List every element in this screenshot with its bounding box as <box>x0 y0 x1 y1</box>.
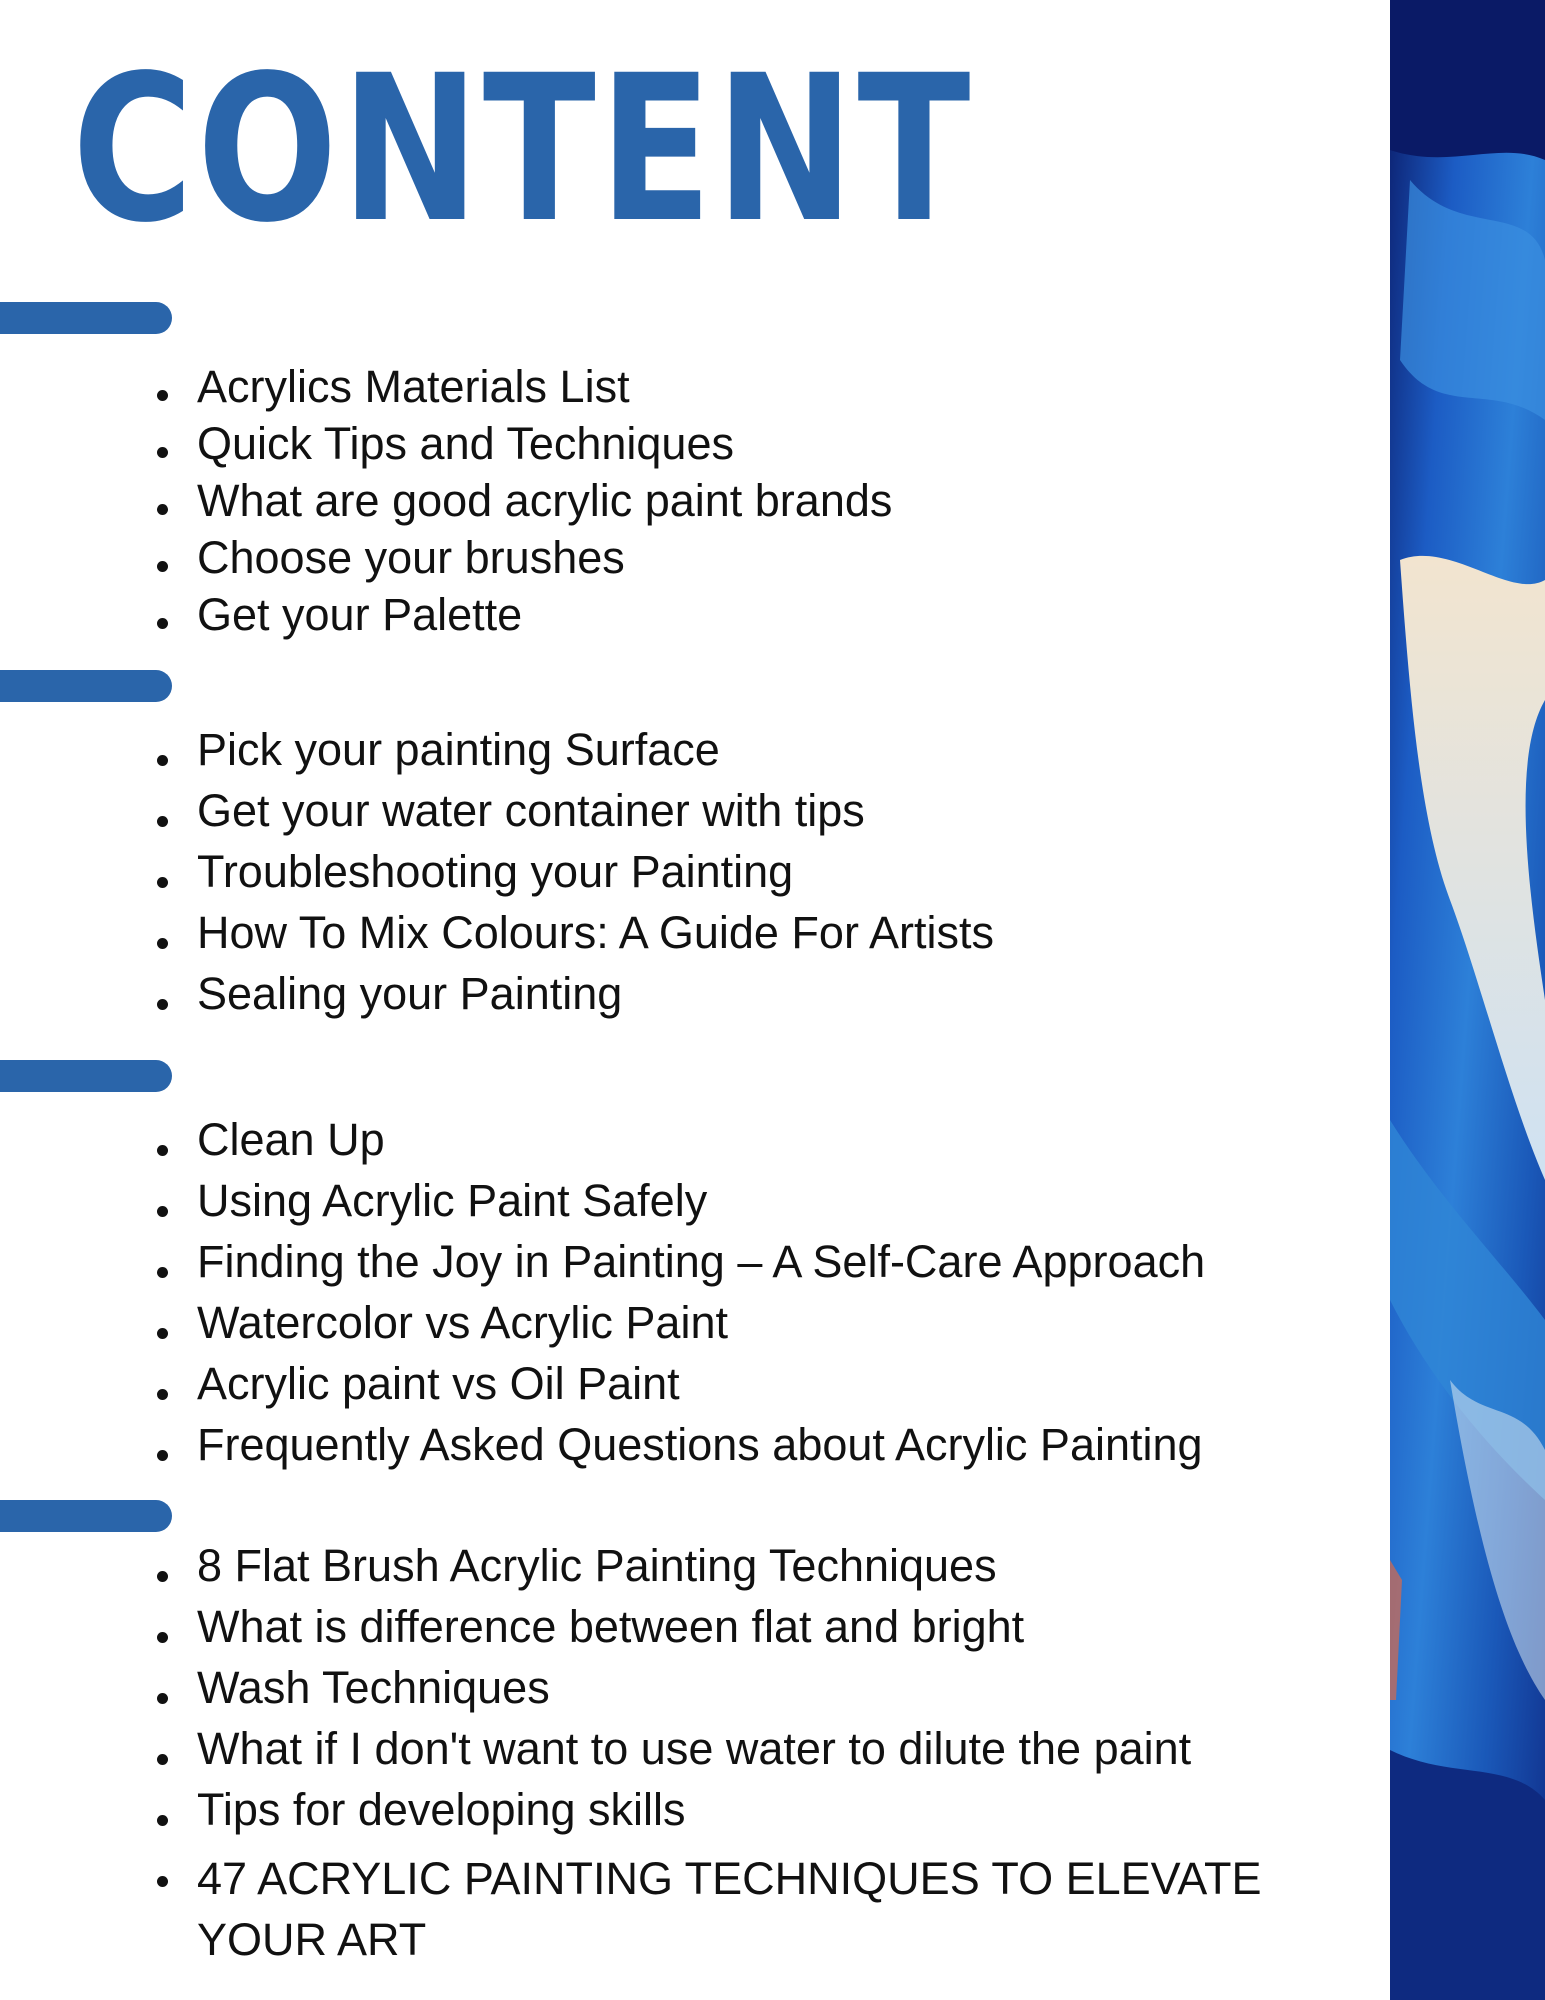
bullet-icon <box>157 1876 168 1887</box>
bullet-icon <box>157 447 168 458</box>
bullet-icon <box>157 816 168 827</box>
contents-item <box>0 361 1347 421</box>
contents-item <box>0 1175 1347 1239</box>
contents-item <box>0 1662 1347 1726</box>
contents-item-label: Pick your painting Surface <box>197 724 720 775</box>
contents-item <box>0 1114 1347 1178</box>
bullet-icon <box>157 1328 168 1339</box>
contents-section-1 <box>0 361 1347 649</box>
contents-item <box>0 785 1347 849</box>
section-divider-4 <box>0 1500 172 1532</box>
contents-item-label: Troubleshooting your Painting <box>197 846 794 897</box>
contents-item-label: Frequently Asked Questions about Acrylic Painting <box>197 1419 1203 1470</box>
bullet-icon <box>157 1693 168 1704</box>
bullet-icon <box>157 561 168 572</box>
abstract-paint-image <box>1390 0 1545 2000</box>
bullet-icon <box>157 1206 168 1217</box>
contents-item <box>0 1784 1347 1848</box>
contents-item-label: What is difference between flat and bright <box>197 1601 1025 1652</box>
contents-item <box>0 475 1347 535</box>
contents-item-label: Finding the Joy in Painting – A Self-Care Approach <box>197 1236 1206 1287</box>
bullet-icon <box>157 1754 168 1765</box>
contents-item <box>0 846 1347 910</box>
bullet-icon <box>157 1632 168 1643</box>
contents-item <box>0 968 1347 1032</box>
bullet-icon <box>157 390 168 401</box>
contents-item-label: Quick Tips and Techniques <box>197 418 734 469</box>
contents-item <box>0 1419 1347 1483</box>
contents-section-3 <box>0 1114 1347 1483</box>
contents-item <box>0 1236 1347 1300</box>
contents-item <box>0 1297 1347 1361</box>
contents-item <box>0 1601 1347 1665</box>
contents-item <box>0 1358 1347 1422</box>
bullet-icon <box>157 938 168 949</box>
bullet-icon <box>157 1571 168 1582</box>
contents-item-label: Get your water container with tips <box>197 785 865 836</box>
contents-item-label: Choose your brushes <box>197 532 625 583</box>
contents-item-label: How To Mix Colours: A Guide For Artists <box>197 907 994 958</box>
contents-item-label: Watercolor vs Acrylic Paint <box>197 1297 728 1348</box>
bullet-icon <box>157 504 168 515</box>
contents-item-label: 8 Flat Brush Acrylic Painting Techniques <box>197 1540 997 1591</box>
contents-item-label: Sealing your Painting <box>197 968 623 1019</box>
contents-item <box>0 589 1347 649</box>
contents-item <box>0 907 1347 971</box>
bullet-icon <box>157 1389 168 1400</box>
contents-item-label: Using Acrylic Paint Safely <box>197 1175 708 1226</box>
contents-item <box>0 532 1347 592</box>
contents-section-2 <box>0 724 1347 1032</box>
contents-item <box>0 724 1347 788</box>
page-title: CONTENT <box>72 31 974 267</box>
contents-item <box>0 1848 1297 1970</box>
contents-item-label: Get your Palette <box>197 589 523 640</box>
contents-item <box>0 1540 1347 1604</box>
bullet-icon <box>157 1145 168 1156</box>
contents-section-4 <box>0 1540 1347 1970</box>
bullet-icon <box>157 1815 168 1826</box>
contents-item <box>0 418 1347 478</box>
section-divider-3 <box>0 1060 172 1092</box>
contents-item-label: Acrylic paint vs Oil Paint <box>197 1358 680 1409</box>
contents-item-label: What are good acrylic paint brands <box>197 475 893 526</box>
contents-item-label: What if I don't want to use water to dilute the paint <box>197 1723 1192 1774</box>
contents-item-label: Tips for developing skills <box>197 1784 686 1835</box>
contents-item-label: Acrylics Materials List <box>197 361 630 412</box>
bullet-icon <box>157 877 168 888</box>
contents-item-label: Wash Techniques <box>197 1662 550 1713</box>
bullet-icon <box>157 755 168 766</box>
bullet-icon <box>157 999 168 1010</box>
bullet-icon <box>157 1267 168 1278</box>
contents-item-label: 47 ACRYLIC PAINTING TECHNIQUES TO ELEVATE YOUR ART <box>197 1853 1262 1965</box>
section-divider-2 <box>0 670 172 702</box>
section-divider-1 <box>0 302 172 334</box>
contents-item <box>0 1723 1347 1787</box>
contents-item-label: Clean Up <box>197 1114 385 1165</box>
bullet-icon <box>157 618 168 629</box>
bullet-icon <box>157 1450 168 1461</box>
